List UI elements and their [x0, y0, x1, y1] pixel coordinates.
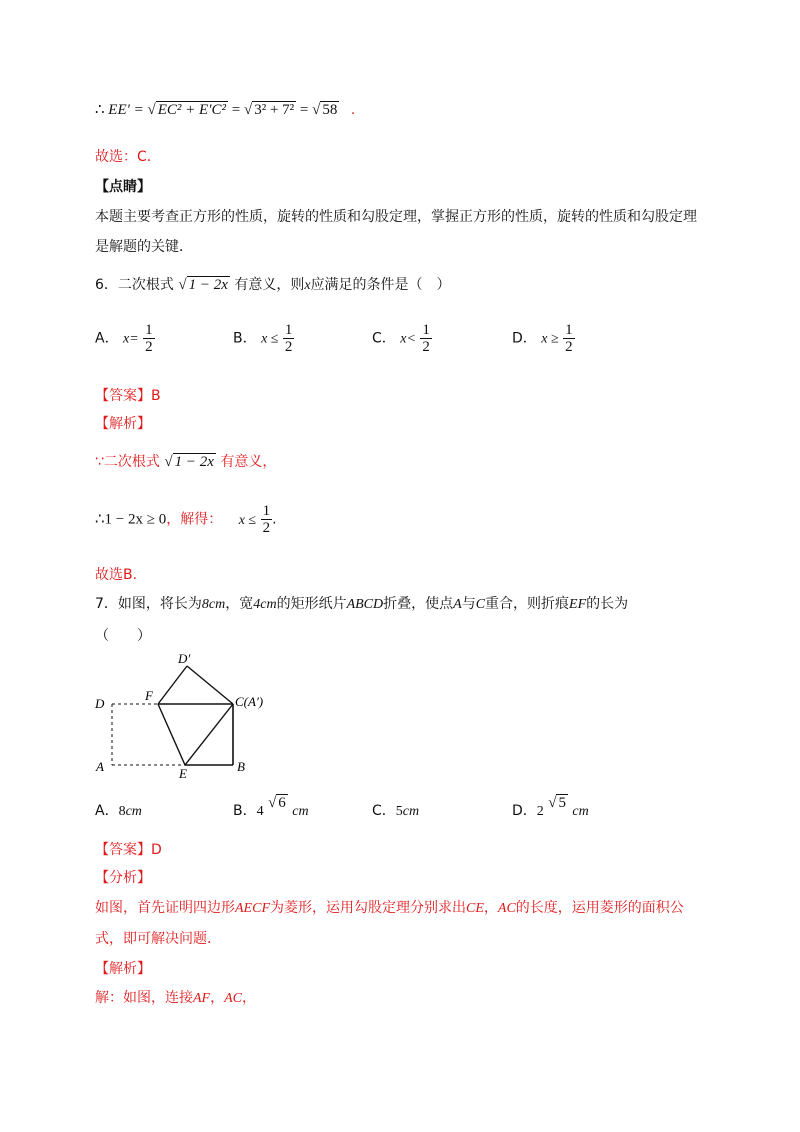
- fraction: [283, 322, 295, 355]
- q7-analysis-line2: 式，即可解决问题．: [95, 931, 221, 947]
- q7-solution-text: 解：如图，连接: [95, 990, 193, 1006]
- eq-mid: =: [231, 102, 241, 118]
- label-b: B: [237, 759, 245, 774]
- q7-analysis-ac: AC: [497, 901, 516, 916]
- q6-step2: [95, 503, 277, 536]
- option-lhs: x<: [400, 331, 416, 347]
- q6-step1: [95, 452, 276, 472]
- denominator: 2: [284, 339, 293, 355]
- sol5-comment-line2: 是解题的关键．: [95, 239, 193, 255]
- sqrt-3: √ 58: [312, 102, 338, 118]
- q6-step2-prefix: ∴1 − 2x ≥ 0: [95, 511, 167, 528]
- option-label: B．: [233, 803, 257, 819]
- q7-text: 折叠，使点: [383, 596, 454, 612]
- option-radicand: 5: [558, 795, 566, 811]
- equation-ee-prime: [95, 100, 355, 120]
- denominator: 2: [145, 339, 153, 355]
- denominator: 2: [422, 339, 430, 355]
- q7-analysis-shape: AECF: [235, 901, 270, 916]
- q6-step2-fraction: [261, 503, 273, 536]
- q7-point-a: A: [453, 597, 462, 612]
- numerator: 1: [284, 322, 293, 338]
- q6-middle: 有意义，则: [234, 277, 305, 293]
- numerator: 1: [565, 322, 573, 338]
- numerator: 1: [145, 322, 153, 338]
- q7-solution-af: AF: [193, 991, 211, 1006]
- option-lhs: x=: [123, 331, 139, 347]
- fraction: [143, 322, 155, 355]
- q6-suffix: 应满足的条件是（ ）: [310, 277, 451, 293]
- label-c: C(A′): [235, 694, 264, 709]
- label-e: E: [179, 766, 187, 780]
- option-label: C．: [372, 330, 396, 347]
- q6-step1-prefix: ∵二次根式: [95, 454, 160, 470]
- q7-stem: [95, 594, 628, 615]
- sqrt-2: √ 3² + 7²: [243, 102, 295, 118]
- q7-width: 4cm: [253, 597, 277, 612]
- q6-option-d[interactable]: [512, 322, 575, 355]
- option-sqrt: √ 5: [548, 795, 566, 811]
- q7-option-d[interactable]: [512, 792, 589, 819]
- q7-length: 8cm: [201, 597, 226, 612]
- denominator: 2: [565, 339, 573, 355]
- option-label: D．: [512, 803, 537, 819]
- q7-analysis-heading: 【分析】: [95, 870, 151, 886]
- q7-point-c: C: [475, 597, 486, 612]
- q7-analysis-text: 如图，首先证明四边形: [95, 900, 235, 916]
- eq-lhs: EE′ =: [108, 102, 144, 118]
- q7-analysis-text: 为菱形，运用勾股定理分别求出: [270, 900, 466, 916]
- option-label: D．: [512, 330, 537, 347]
- q7-solution-ac: AC: [224, 991, 242, 1006]
- q6-step2-end: .: [272, 511, 277, 528]
- q7-text: ，宽: [225, 596, 254, 612]
- q6-choice: 故选B.: [95, 567, 138, 583]
- q7-text: 7．如图，将长为: [95, 596, 202, 612]
- option-unit: cm: [125, 804, 142, 819]
- option-label: B．: [233, 330, 257, 347]
- eq-mid-2: =: [299, 102, 309, 118]
- q7-solution-line: [95, 988, 256, 1009]
- option-value: 5: [395, 804, 403, 819]
- q7-option-b[interactable]: [233, 792, 309, 819]
- option-lhs: x ≤: [261, 331, 279, 347]
- q6-option-c[interactable]: [372, 322, 432, 355]
- q7-solution-text: ，: [242, 990, 256, 1006]
- option-coef: 2: [536, 804, 544, 819]
- q6-step2-lhs: x ≤: [238, 512, 257, 528]
- q7-text: 的长为: [586, 596, 629, 612]
- numerator: 1: [262, 503, 271, 519]
- q7-crease: EF: [569, 597, 587, 612]
- q7-solution-text: ，: [210, 990, 225, 1006]
- option-value: 8: [118, 804, 126, 819]
- q7-text: 重合，则折痕: [485, 596, 570, 612]
- sol5-choice: 故选：C．: [95, 149, 161, 165]
- numerator: 1: [422, 322, 430, 338]
- q7-option-c[interactable]: [372, 800, 419, 820]
- q7-text: 与: [461, 596, 476, 612]
- q7-option-a[interactable]: [95, 800, 142, 820]
- q6-option-a[interactable]: [95, 322, 155, 355]
- q6-step1-suffix: 有意义，: [220, 454, 277, 470]
- q7-figure: [90, 648, 280, 780]
- option-radicand: 6: [278, 795, 286, 811]
- eq-dot: .: [351, 102, 355, 118]
- sol5-comment-heading: 【点睛】: [95, 179, 151, 195]
- radicand-2: 3² + 7²: [254, 102, 295, 118]
- denominator: 2: [262, 520, 271, 536]
- option-unit: cm: [402, 804, 420, 819]
- q6-prefix: 6．二次根式: [95, 277, 174, 293]
- q6-analysis-heading: 【解析】: [95, 416, 151, 432]
- q6-sqrt: √ 1 − 2x: [178, 277, 228, 293]
- q6-answer: 【答案】B: [95, 388, 161, 404]
- option-sqrt: √ 6: [268, 795, 286, 811]
- sol5-comment-line1: 本题主要考查正方形的性质，旋转的性质和勾股定理，掌握正方形的性质，旋转的性质和勾股定理: [95, 209, 697, 225]
- q7-answer: 【答案】D: [95, 842, 162, 858]
- sqrt-1: √ EC² + E′C²: [147, 102, 226, 118]
- q6-option-b[interactable]: [233, 322, 294, 355]
- q7-analysis-ce: CE: [466, 901, 484, 916]
- q7-text: 的矩形纸片: [276, 596, 347, 612]
- therefore-symbol: ∴: [95, 102, 105, 118]
- label-d: D: [95, 696, 105, 711]
- q6-step1-sqrt: √ 1 − 2x: [164, 454, 214, 470]
- fraction: [420, 322, 432, 355]
- q6-stem: [95, 275, 451, 296]
- option-lhs: x ≥: [541, 331, 559, 347]
- option-label: A．: [95, 330, 119, 347]
- q7-analysis-text: ，: [483, 900, 498, 916]
- q6-step2-mid: ，解得：: [166, 511, 223, 528]
- q6-radicand: 1 − 2x: [188, 277, 228, 293]
- label-d-prime: D′: [178, 651, 191, 666]
- label-f: F: [145, 688, 153, 703]
- radicand-3: 58: [322, 102, 338, 118]
- q7-solution-heading: 【解析】: [95, 961, 151, 977]
- option-unit: cm: [292, 804, 309, 819]
- q7-paren: （ ）: [95, 628, 151, 644]
- label-a: A: [96, 759, 104, 774]
- option-label: C．: [372, 803, 396, 819]
- q7-analysis-line1: [95, 898, 684, 919]
- option-coef: 4: [256, 804, 264, 819]
- option-unit: cm: [572, 804, 589, 819]
- q6-step1-radicand: 1 − 2x: [174, 454, 214, 470]
- option-label: A．: [95, 803, 119, 819]
- q7-analysis-text: 的长度，运用菱形的面积公: [515, 900, 684, 916]
- q7-rect-name: ABCD: [346, 597, 384, 612]
- fraction: [563, 322, 575, 355]
- q6-var: x: [304, 278, 311, 293]
- radicand-1: EC² + E′C²: [157, 102, 226, 118]
